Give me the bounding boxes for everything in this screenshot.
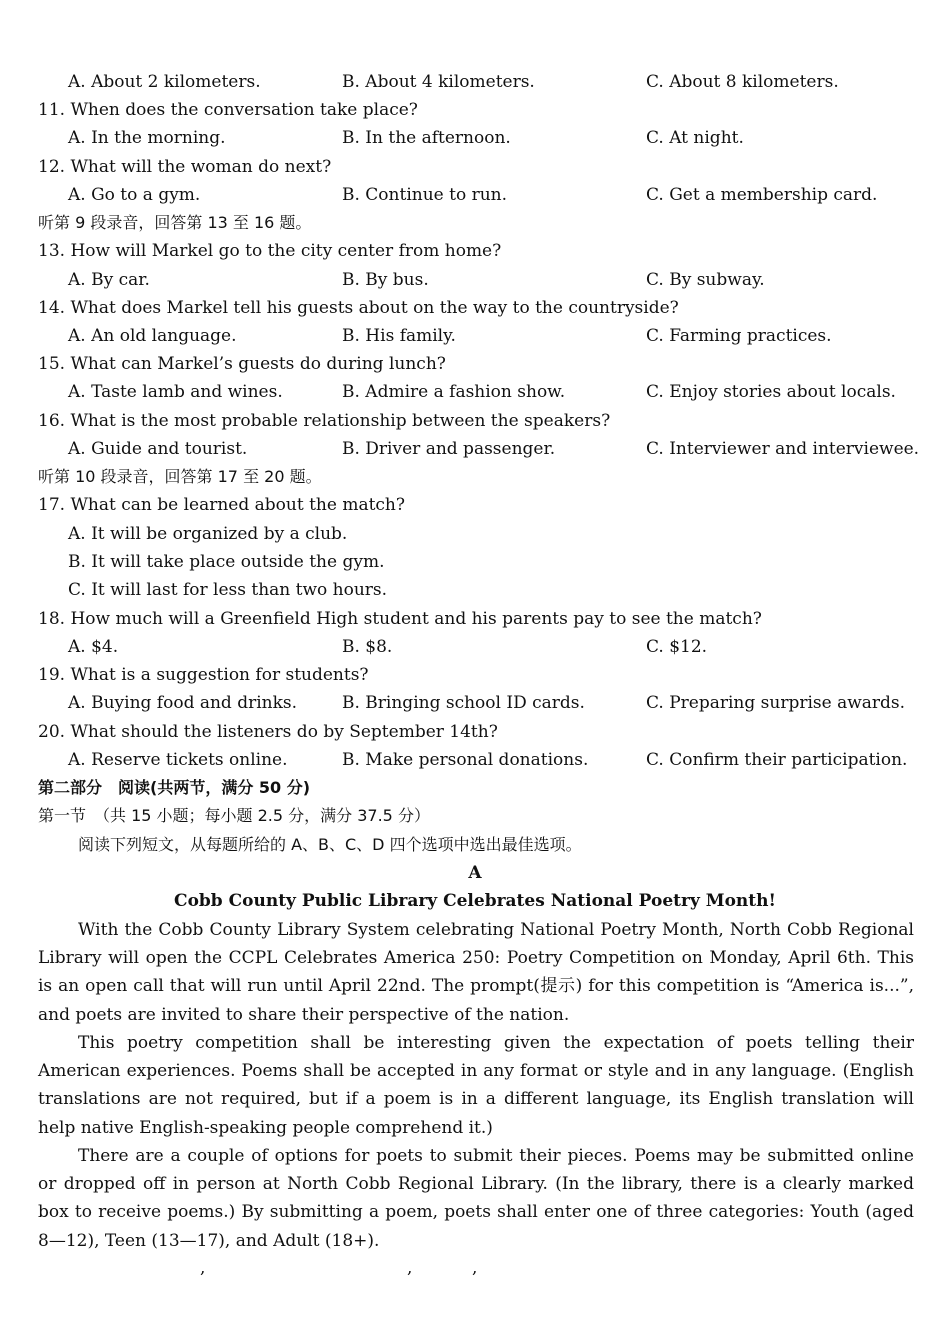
option-a: A. By car. bbox=[68, 270, 150, 290]
section-10-instruction: 听第 10 段录音，回答第 17 至 20 题。 bbox=[38, 467, 322, 486]
passage-title: Cobb County Public Library Celebrates National Poetry Month! bbox=[174, 891, 776, 911]
option-c: C. Enjoy stories about locals. bbox=[646, 382, 896, 402]
q15-options bbox=[68, 378, 930, 406]
option-a: A. Go to a gym. bbox=[68, 185, 201, 205]
option-b: B. In the afternoon. bbox=[342, 128, 511, 148]
question-15: 15. What can Markel’s guests do during lunch? bbox=[38, 354, 446, 374]
q17-option-c: C. It will last for less than two hours. bbox=[68, 580, 388, 600]
option-a: A. In the morning. bbox=[68, 128, 226, 148]
option-a: A. Taste lamb and wines. bbox=[68, 382, 283, 402]
question-19: 19. What is a suggestion for students? bbox=[38, 665, 369, 685]
option-c: C. Get a membership card. bbox=[646, 185, 878, 205]
question-11: 11. When does the conversation take place? bbox=[38, 100, 418, 120]
q17-option-a: A. It will be organized by a club. bbox=[68, 524, 348, 544]
q10-options bbox=[68, 68, 930, 96]
q19-options bbox=[68, 689, 930, 717]
option-a: A. $4. bbox=[68, 637, 119, 657]
option-c: C. Preparing surprise awards. bbox=[646, 693, 906, 713]
q17-option-b: B. It will take place outside the gym. bbox=[68, 552, 385, 572]
option-b: B. About 4 kilometers. bbox=[342, 72, 535, 92]
passage-paragraph-3: There are a couple of options for poets to submit their pieces. Poems may be submitted online or dropped off in person at North Cobb Regional Library. (In the library, there is a clearly marked box to receive poems.) By submitting a poem, poets shall enter one of three categories: Youth (aged 8—12), Teen (13—17), and Adult (18+). bbox=[38, 1146, 914, 1251]
option-a: A. Guide and tourist. bbox=[68, 439, 248, 459]
passage-label: A bbox=[468, 863, 482, 883]
option-c: C. Confirm their participation. bbox=[646, 750, 908, 770]
option-b: B. Bringing school ID cards. bbox=[342, 693, 585, 713]
option-b: B. Continue to run. bbox=[342, 185, 508, 205]
question-14: 14. What does Markel tell his guests about on the way to the countryside? bbox=[38, 298, 679, 318]
option-b: B. Driver and passenger. bbox=[342, 439, 556, 459]
passage-paragraph-1: With the Cobb County Library System celebrating National Poetry Month, North Cobb Regional Library will open the CCPL Celebrates America 250: Poetry Competition on Monday, April 6th. This is an open call that will run until April 22nd. The prompt(提示) for this competition is “America is...”, and poets are invited to share their perspective of the nation. bbox=[38, 920, 914, 1025]
passage-paragraph-2: This poetry competition shall be interesting given the expectation of poets telling their American experiences. Poems shall be accepted in any format or style and in any language. (English translations are not required, but if a poem is in a different language, its English translation will help native English-speaking people comprehend it.) bbox=[38, 1033, 914, 1138]
section-1-heading: 第一节 （共 15 小题；每小题 2.5 分，满分 37.5 分） bbox=[38, 806, 430, 825]
q11-options bbox=[68, 124, 930, 152]
option-b: B. By bus. bbox=[342, 270, 429, 290]
question-17: 17. What can be learned about the match? bbox=[38, 495, 405, 515]
stray-comma: , bbox=[472, 1258, 478, 1278]
q20-options bbox=[68, 746, 930, 774]
reading-instruction: 阅读下列短文，从每题所给的 A、B、C、D 四个选项中选出最佳选项。 bbox=[78, 835, 582, 854]
option-c: C. About 8 kilometers. bbox=[646, 72, 839, 92]
stray-comma: , bbox=[407, 1258, 413, 1278]
option-b: B. Make personal donations. bbox=[342, 750, 589, 770]
option-a: A. About 2 kilometers. bbox=[68, 72, 261, 92]
q16-options bbox=[68, 435, 930, 463]
option-c: C. Interviewer and interviewee. bbox=[646, 439, 920, 459]
q12-options bbox=[68, 181, 930, 209]
option-a: A. Buying food and drinks. bbox=[68, 693, 298, 713]
option-a: A. Reserve tickets online. bbox=[68, 750, 288, 770]
q18-options bbox=[68, 633, 930, 661]
stray-comma: , bbox=[200, 1258, 206, 1278]
question-16: 16. What is the most probable relationship between the speakers? bbox=[38, 411, 611, 431]
option-a: A. An old language. bbox=[68, 326, 237, 346]
question-13: 13. How will Markel go to the city center from home? bbox=[38, 241, 502, 261]
option-c: C. At night. bbox=[646, 128, 744, 148]
option-b: B. Admire a fashion show. bbox=[342, 382, 566, 402]
q13-options bbox=[68, 266, 930, 294]
option-c: C. $12. bbox=[646, 637, 708, 657]
question-12: 12. What will the woman do next? bbox=[38, 157, 332, 177]
option-c: C. Farming practices. bbox=[646, 326, 832, 346]
option-c: C. By subway. bbox=[646, 270, 765, 290]
question-18: 18. How much will a Greenfield High student and his parents pay to see the match? bbox=[38, 609, 762, 629]
q14-options bbox=[68, 322, 930, 350]
part-2-heading: 第二部分 阅读(共两节，满分 50 分) bbox=[38, 778, 311, 797]
option-b: B. $8. bbox=[342, 637, 393, 657]
section-9-instruction: 听第 9 段录音，回答第 13 至 16 题。 bbox=[38, 213, 312, 232]
option-b: B. His family. bbox=[342, 326, 456, 346]
question-20: 20. What should the listeners do by September 14th? bbox=[38, 722, 498, 742]
